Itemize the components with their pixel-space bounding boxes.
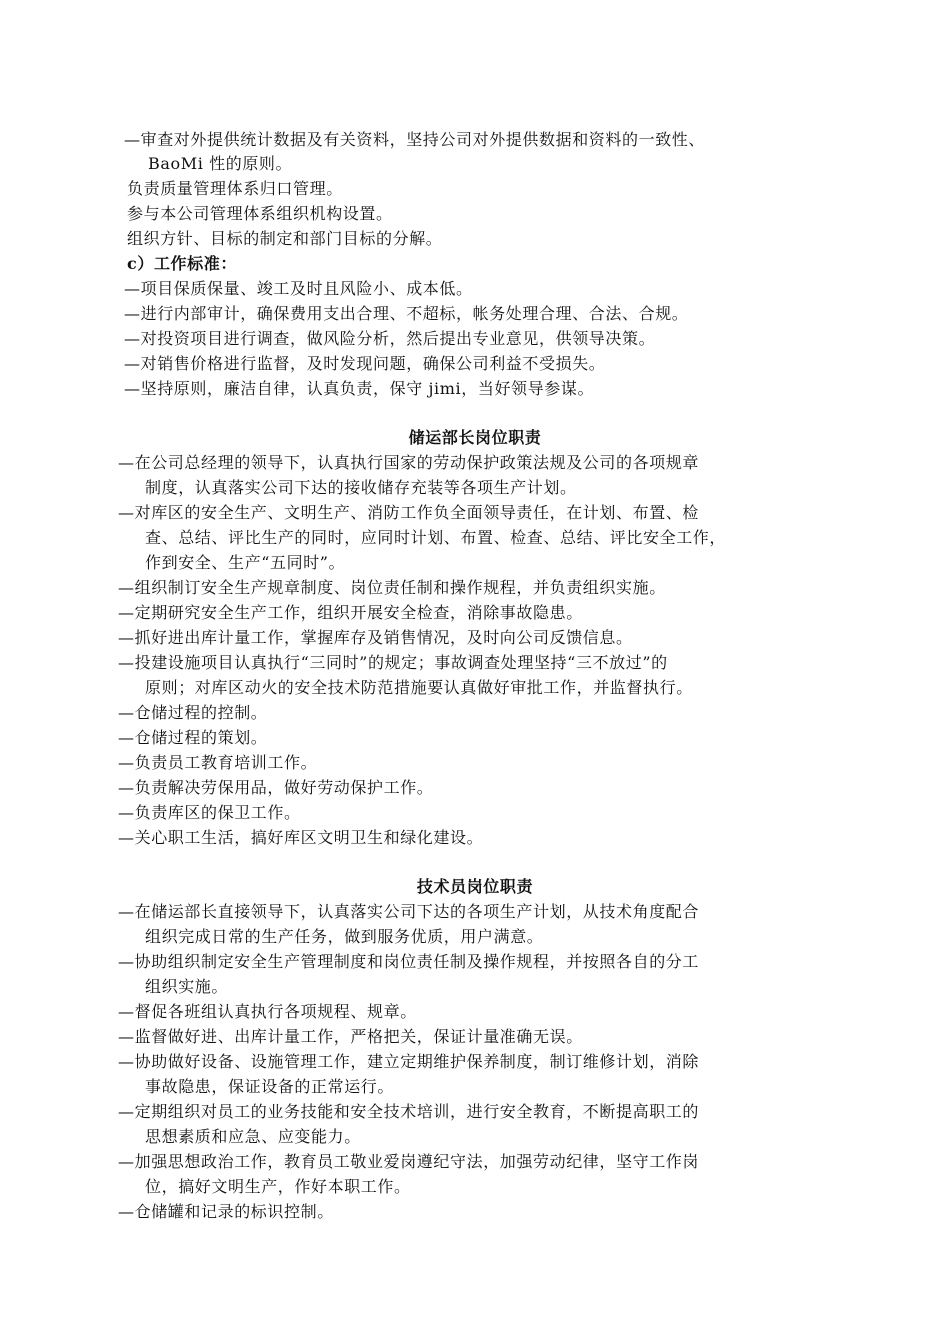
paragraph-line: —仓储过程的控制。 xyxy=(118,703,268,722)
paragraph-line: 组织完成日常的生产任务，做到服务优质，用户满意。 xyxy=(145,927,544,946)
paragraph-line: —组织制订安全生产规章制度、岗位责任制和操作规程，并负责组织实施。 xyxy=(118,578,666,597)
paragraph-line: 负责质量管理体系归口管理。 xyxy=(127,179,343,198)
paragraph-line: 事故隐患，保证设备的正常运行。 xyxy=(145,1077,395,1096)
paragraph-line: —关心职工生活，搞好库区文明卫生和绿化建设。 xyxy=(118,828,484,847)
paragraph-line: —负责解决劳保用品，做好劳动保护工作。 xyxy=(118,778,434,797)
section-title-storage-manager: 储运部长岗位职责 xyxy=(408,428,542,447)
section-title-technician: 技术员岗位职责 xyxy=(416,877,534,896)
paragraph-line: 制度，认真落实公司下达的接收储存充装等各项生产计划。 xyxy=(145,478,577,497)
paragraph-line: —对销售价格进行监督，及时发现问题，确保公司利益不受损失。 xyxy=(124,354,606,373)
paragraph-line: —负责库区的保卫工作。 xyxy=(118,803,301,822)
paragraph-line: —在公司总经理的领导下，认真执行国家的劳动保护政策法规及公司的各项规章 xyxy=(118,453,700,472)
paragraph-line: —仓储过程的策划。 xyxy=(118,728,268,747)
subheading-work-standard: c）工作标准： xyxy=(127,254,237,273)
paragraph-line: —加强思想政治工作，教育员工敬业爱岗遵纪守法，加强劳动纪律，坚守工作岗 xyxy=(118,1152,700,1171)
paragraph-line: —负责员工教育培训工作。 xyxy=(118,753,318,772)
paragraph-line: 思想素质和应急、应变能力。 xyxy=(145,1127,361,1146)
paragraph-line: 作到安全、生产“五同时”。 xyxy=(145,553,346,572)
paragraph-line: —对库区的安全生产、文明生产、消防工作负全面领导责任，在计划、布置、检 xyxy=(118,503,700,522)
paragraph-line: 位，搞好文明生产，作好本职工作。 xyxy=(145,1177,411,1196)
paragraph-line: —定期研究安全生产工作，组织开展安全检查，消除事故隐患。 xyxy=(118,603,583,622)
paragraph-line: —在储运部长直接领导下，认真落实公司下达的各项生产计划，从技术角度配合 xyxy=(118,902,700,921)
paragraph-line: —仓储罐和记录的标识控制。 xyxy=(118,1202,334,1221)
paragraph-line: —进行内部审计，确保费用支出合理、不超标，帐务处理合理、合法、合规。 xyxy=(124,304,689,323)
paragraph-line: —坚持原则，廉洁自律，认真负责，保守 jimi，当好领导参谋。 xyxy=(124,379,595,398)
paragraph-line: —督促各班组认真执行各项规程、规章。 xyxy=(118,1002,417,1021)
paragraph-line: —协助组织制定安全生产管理制度和岗位责任制及操作规程，并按照各自的分工 xyxy=(118,952,700,971)
paragraph-line: 组织方针、目标的制定和部门目标的分解。 xyxy=(127,229,443,248)
paragraph-line: 原则；对库区动火的安全技术防范措施要认真做好审批工作，并监督执行。 xyxy=(145,678,693,697)
paragraph-line: —投建设施项目认真执行“三同时”的规定；事故调查处理坚持“三不放过”的 xyxy=(118,653,668,672)
paragraph-line: —抓好进出库计量工作，掌握库存及销售情况，及时向公司反馈信息。 xyxy=(118,628,633,647)
paragraph-line: BaoMi 性的原则。 xyxy=(148,154,293,173)
paragraph-line: —监督做好进、出库计量工作，严格把关，保证计量准确无误。 xyxy=(118,1027,583,1046)
paragraph-line: 参与本公司管理体系组织机构设置。 xyxy=(127,204,393,223)
paragraph-line: —对投资项目进行调查，做风险分析，然后提出专业意见，供领导决策。 xyxy=(124,329,656,348)
paragraph-line: —审查对外提供统计数据及有关资料，坚持公司对外提供数据和资料的一致性、 xyxy=(124,130,706,149)
paragraph-line: —项目保质保量、竣工及时且风险小、成本低。 xyxy=(124,279,473,298)
paragraph-line: —定期组织对员工的业务技能和安全技术培训，进行安全教育，不断提高职工的 xyxy=(118,1102,700,1121)
paragraph-line: 查、总结、评比生产的同时，应同时计划、布置、检查、总结、评比安全工作， xyxy=(145,528,727,547)
paragraph-line: —协助做好设备、设施管理工作，建立定期维护保养制度，制订维修计划，消除 xyxy=(118,1052,700,1071)
paragraph-line: 组织实施。 xyxy=(145,977,229,996)
